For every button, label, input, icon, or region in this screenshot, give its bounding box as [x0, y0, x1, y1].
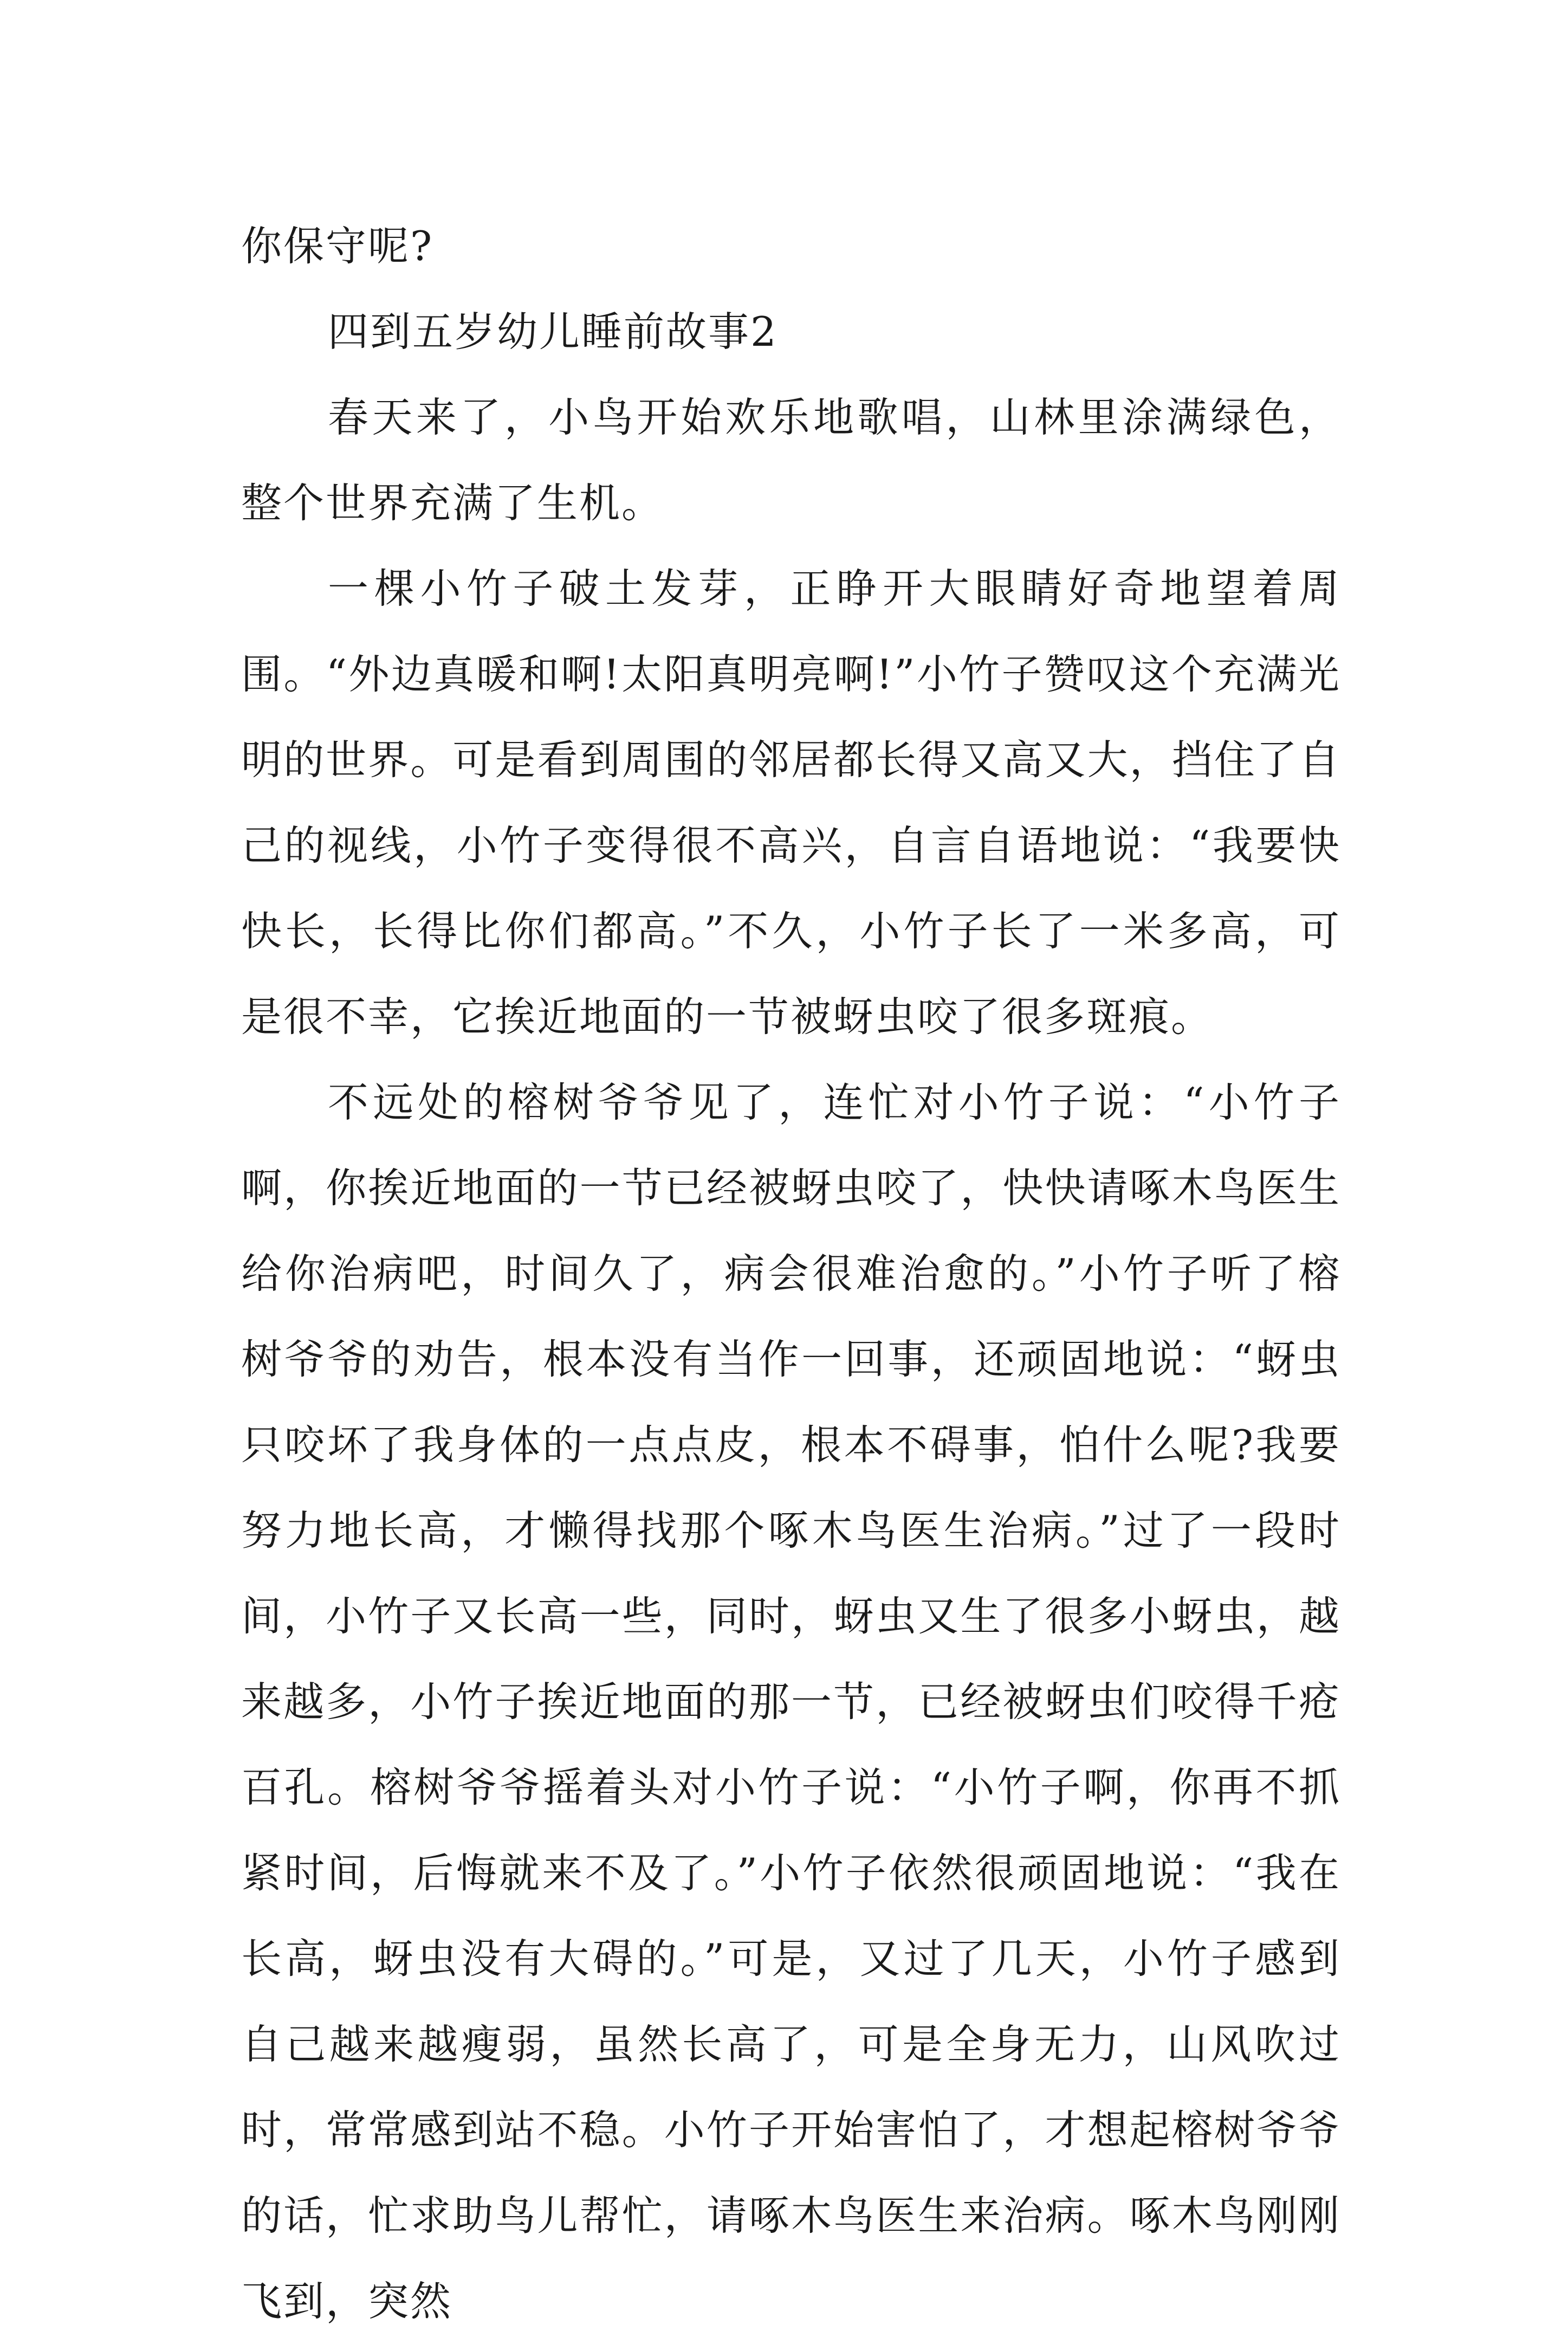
paragraph-3: 不远处的榕树爷爷见了，连忙对小竹子说：“小竹子啊，你挨近地面的一节已经被蚜虫咬了，快快请啄木鸟医生给你治病吧，时间久了，病会很难治愈的。”小竹子听了榕树爷爷的劝告，根本没有当作一回事，还顽固地说：“蚜虫只咬坏了我身体的一点点皮，根本不碍事，怕什么呢?我要努力地长高，才懒得找那个啄木鸟医生治病。”过了一段时间，小竹子又长高一些，同时，蚜虫又生了很多小蚜虫，越来越多，小竹子挨近地面的那一节，已经被蚜虫们咬得千疮百孔。榕树爷爷摇着头对小竹子说：“小竹子啊，你再不抓紧时间，后悔就来不及了。”小竹子依然很顽固地说：“我在长高，蚜虫没有大碍的。”可是，又过了几天，小竹子感到自己越来越瘦弱，虽然长高了，可是全身无力，山风吹过时，常常感到站不稳。小竹子开始害怕了，才想起榕树爷爷的话，忙求助鸟儿帮忙，请啄木鸟医生来治病。啄木鸟刚刚飞到，突然	[241, 1079, 1341, 2325]
paragraph-1: 春天来了，小鸟开始欢乐地歌唱，山林里涂满绿色，整个世界充满了生机。	[241, 393, 1341, 527]
story-heading: 四到五岁幼儿睡前故事2	[328, 308, 778, 356]
document-body	[241, 203, 1341, 2344]
continuation-text: 你保守呢?	[241, 222, 434, 270]
paragraph-2: 一棵小竹子破土发芽，正睁开大眼睛好奇地望着周围。“外边真暖和啊!太阳真明亮啊!”小竹子赞叹这个充满光明的世界。可是看到周围的邻居都长得又高又大，挡住了自己的视线，小竹子变得很不高兴，自言自语地说：“我要快快长，长得比你们都高。”不久，小竹子长了一米多高，可是很不幸，它挨近地面的一节被蚜虫咬了很多斑痕。	[241, 565, 1341, 1041]
